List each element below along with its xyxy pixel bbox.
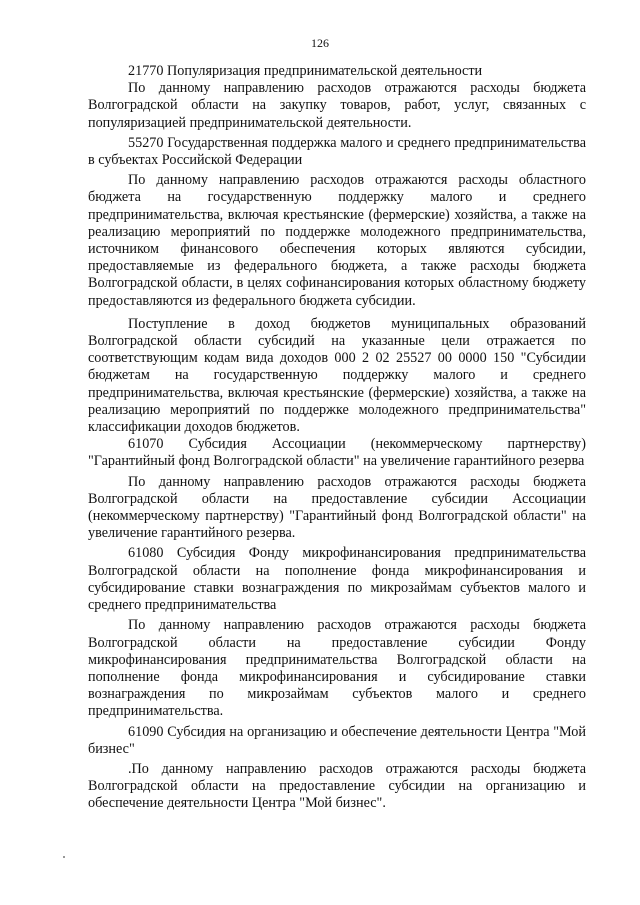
paragraph: По данному направлению расходов отражаются расходы бюджета Волгоградской области на предоставление субсидии Ассоциации (некоммерческому партнерству) "Гарантийный фонд Волгоградской области" на увеличение гарантийного резерва. [88,473,586,542]
scan-speck [63,856,65,858]
section-heading-55270: 55270 Государственная поддержка малого и среднего предпринимательства в субъектах Российской Федерации [88,134,586,169]
paragraph: Поступление в доход бюджетов муниципальных образований Волгоградской области субсидий на указанные цели отражается по соответствующим кодам вида доходов 000 2 02 25527 00 0000 150 "Субсидии бюджетам на государственную поддержку малого и среднего предпринимательства, включая крестьянские (фермерские) хозяйства, а также на реализацию мероприятий по поддержке молодежного предпринимательства" классификации доходов бюджетов. [88,315,586,436]
section-heading-61070: 61070 Субсидия Ассоциации (некоммерческому партнерству) "Гарантийный фонд Волгоградской области" на увеличение гарантийного резерва [88,436,586,470]
section-heading-61090: 61090 Субсидия на организацию и обеспечение деятельности Центра "Мой бизнес" [88,723,586,757]
paragraph: .По данному направлению расходов отражаются расходы бюджета Волгоградской области на предоставление субсидии на организацию и обеспечение деятельности Центра "Мой бизнес". [88,760,586,812]
section-heading-21770: 21770 Популяризация предпринимательской деятельности [128,63,483,79]
section-heading-61080: 61080 Субсидия Фонду микрофинансирования предпринимательства Волгоградской области на пополнение фонда микрофинансирования и субсидирование ставки вознаграждения по микрозаймам субъектов малого и среднего предпринимательства [88,545,586,614]
document-body [88,63,586,813]
paragraph: По данному направлению расходов отражаются расходы областного бюджета на государственную поддержку малого и среднего предпринимательства, включая крестьянские (фермерские) хозяйства, а также на реализацию мероприятий по поддержке молодежного предпринимательства, источником финансового обеспечения которых являются субсидии, предоставляемые из федерального бюджета, а также расходы бюджета Волгоградской области, в целях софинансирования которых областному бюджету предоставляются из федерального бюджета субсидии. [88,172,586,309]
page-number: 126 [311,36,329,50]
paragraph: По данному направлению расходов отражаются расходы бюджета Волгоградской области на закупку товаров, работ, услуг, связанных с популяризацией предпринимательской деятельности. [88,80,586,131]
paragraph: По данному направлению расходов отражаются расходы бюджета Волгоградской области на предоставление субсидии Фонду микрофинансирования предпринимательства Волгоградской области на пополнение фонда микрофинансирования и субсидирование ставки вознаграждения по микрозаймам субъектов малого и среднего предпринимательства. [88,617,586,720]
